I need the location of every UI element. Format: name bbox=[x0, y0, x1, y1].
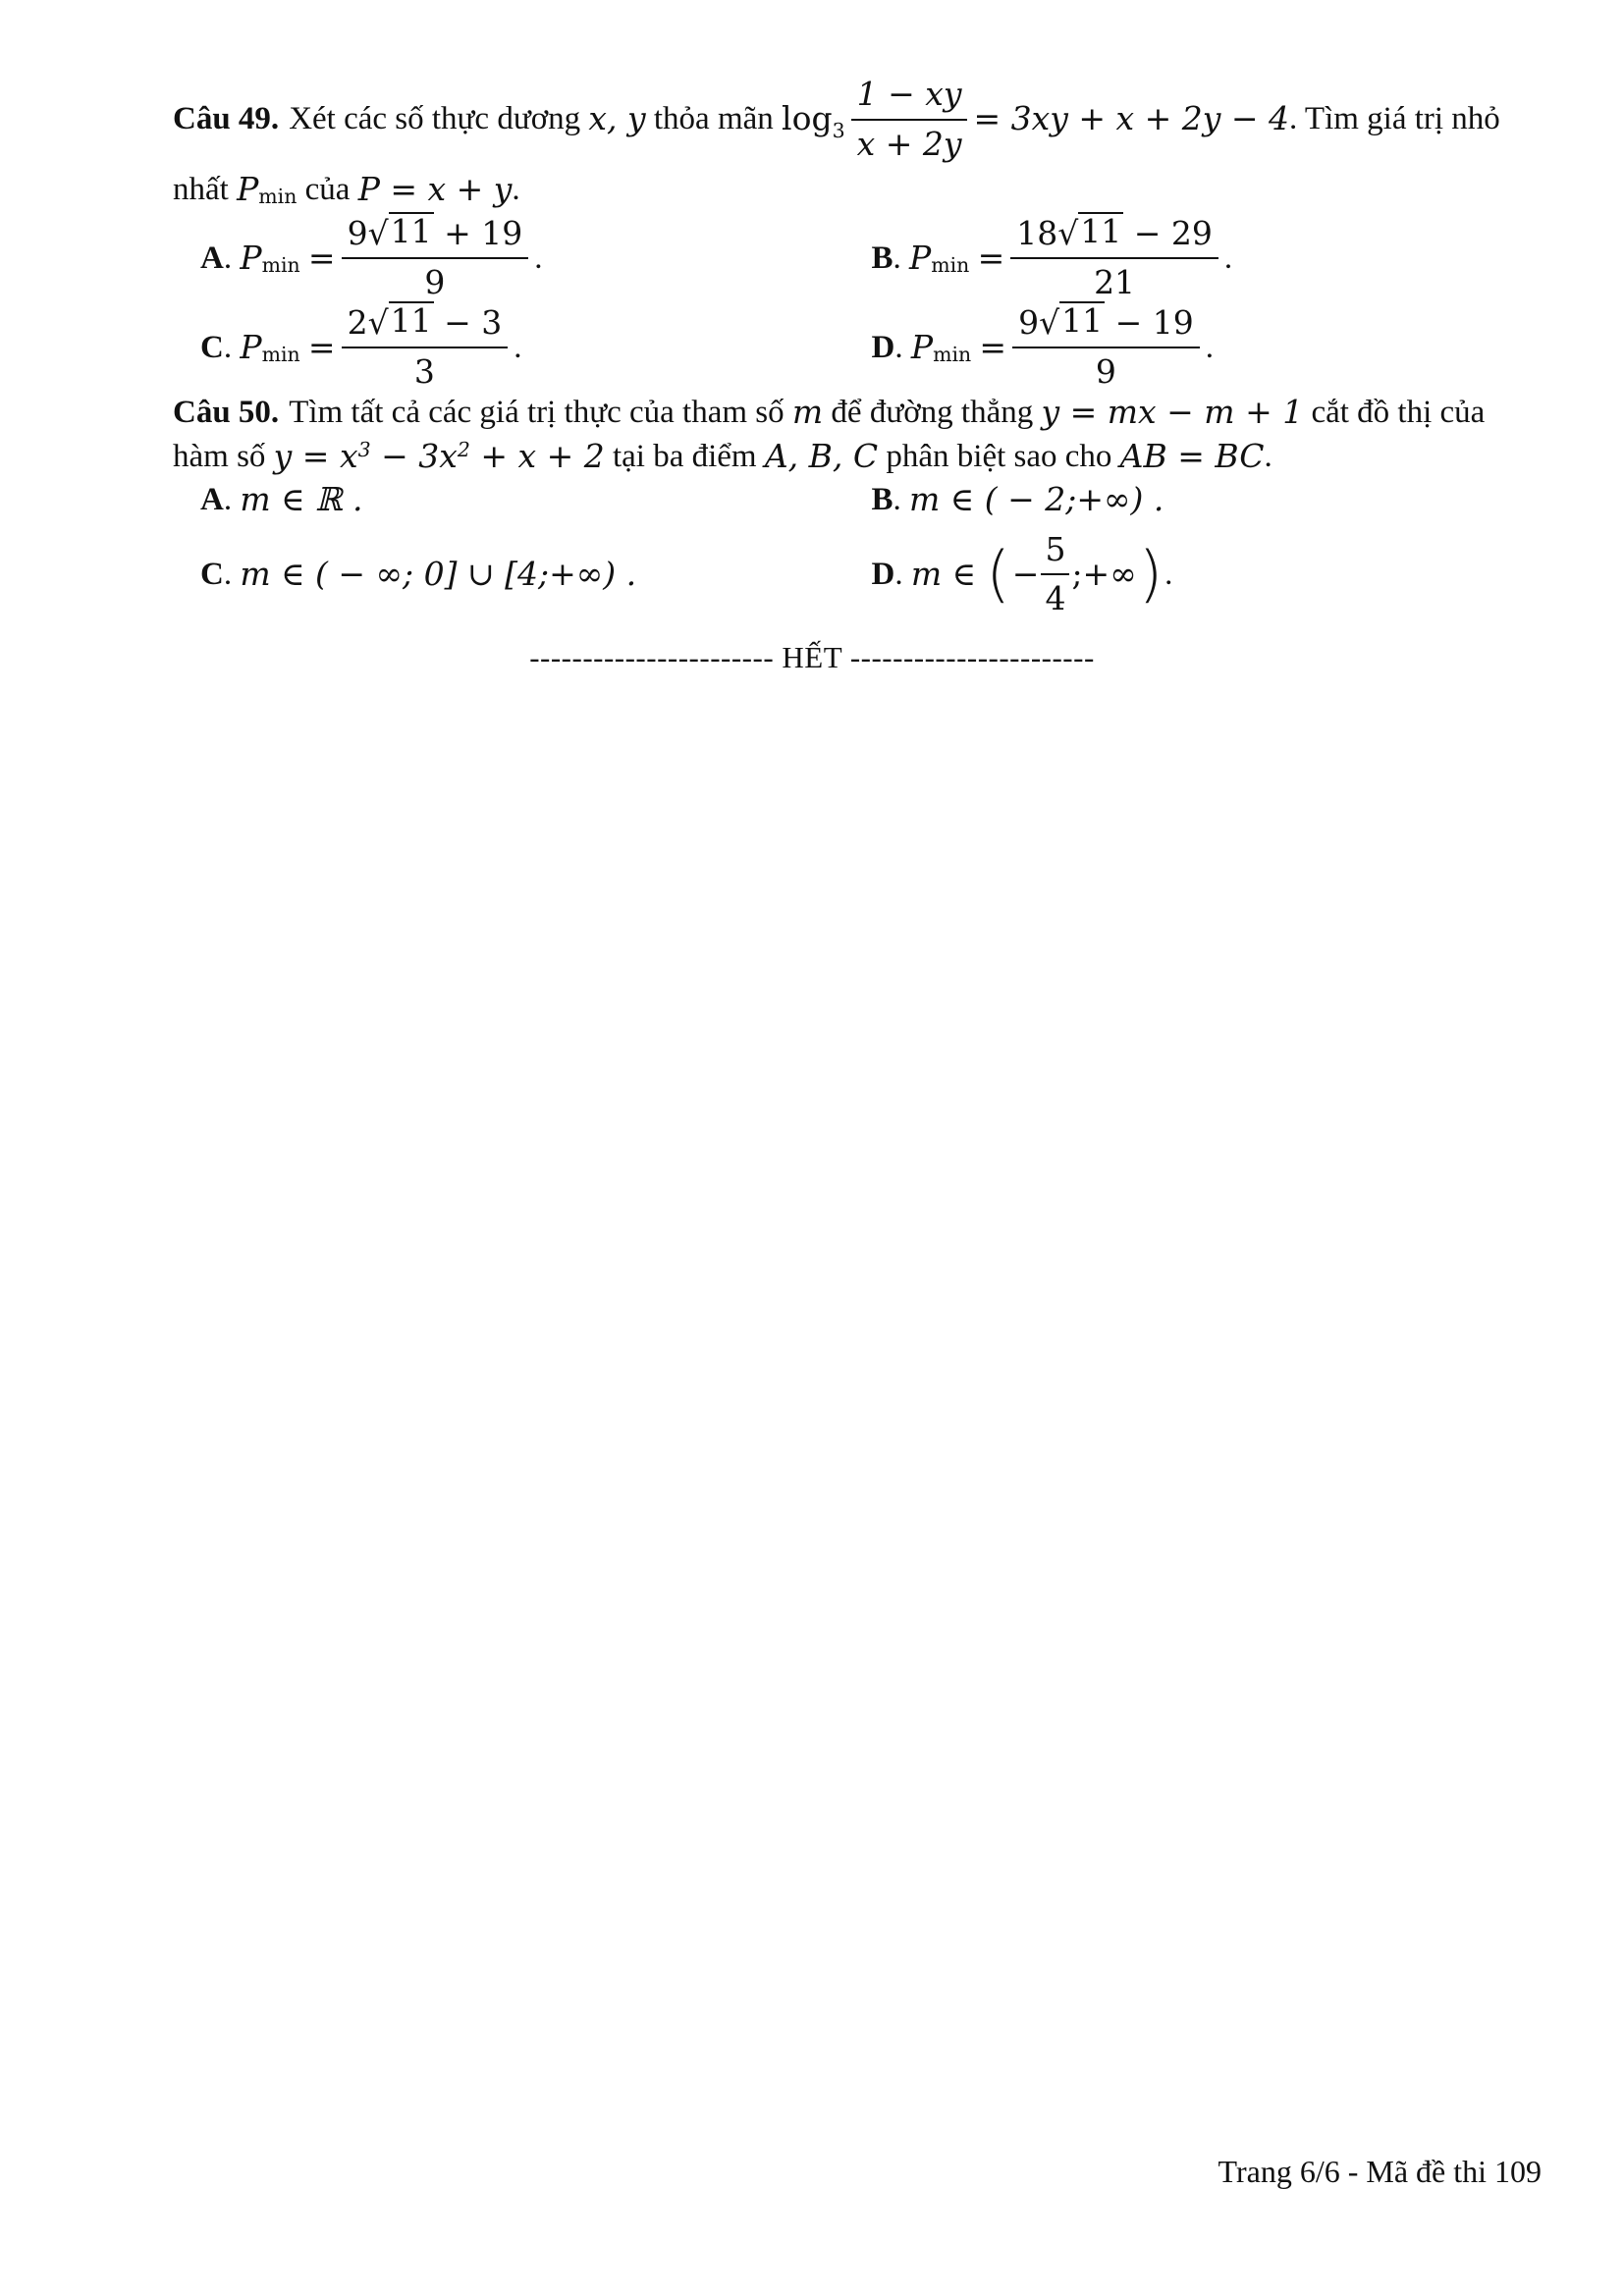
pmin-symbol: P bbox=[910, 328, 934, 366]
choice-label: C bbox=[200, 330, 224, 365]
fraction-numerator: 2√ 11 − 3 bbox=[342, 301, 509, 349]
function-equation: $y = x^3 - 3x^2 + x + 2$ bbox=[273, 436, 605, 475]
pmin-subscript: min bbox=[258, 185, 298, 209]
choice-b: B . P min = 18√ 11 − 29 21 . bbox=[872, 212, 1543, 305]
choice-label: D bbox=[871, 556, 895, 592]
choice-row bbox=[200, 478, 1543, 522]
question-text: của bbox=[304, 172, 351, 208]
choice-fraction bbox=[1010, 212, 1218, 305]
choice-text: m ∈ ( − 2;+∞) . bbox=[909, 480, 1164, 519]
question-number: Câu 49. bbox=[173, 101, 280, 137]
fraction-numerator: 9√ 11 − 19 bbox=[1012, 301, 1200, 349]
question-text: Xét các số thực dương bbox=[289, 101, 581, 137]
left-paren: ( bbox=[986, 537, 1010, 610]
question-49 bbox=[173, 73, 1543, 395]
question-text: thỏa mãn bbox=[653, 101, 774, 137]
question-text: Tìm tất cả các giá trị thực của tham số bbox=[289, 395, 785, 430]
question-49-line-2 bbox=[173, 168, 1543, 212]
choice-b: B . m ∈ ( − 2;+∞) . bbox=[872, 478, 1543, 522]
question-text: . Tìm giá trị nhỏ bbox=[1289, 101, 1500, 137]
question-text: nhất bbox=[173, 172, 229, 208]
log-base: 3 bbox=[832, 119, 845, 143]
pmin-symbol: P bbox=[240, 238, 262, 277]
choice-d: D . P min = 9√ 11 − 19 9 . bbox=[872, 301, 1543, 395]
choice-row bbox=[200, 528, 1543, 621]
question-50-line-1 bbox=[173, 391, 1543, 435]
end-marker: ----------------------- HẾT ----------------------- bbox=[529, 640, 1095, 674]
choice-label: B bbox=[871, 482, 893, 518]
equation-rhs: = 3xy + x + 2y − 4 bbox=[973, 99, 1290, 138]
fraction-denominator: 4 bbox=[1045, 579, 1066, 618]
choice-fraction bbox=[342, 212, 529, 305]
choice-fraction bbox=[1041, 528, 1069, 621]
pmin-subscript: min bbox=[261, 343, 300, 367]
log-fraction bbox=[851, 73, 968, 166]
choice-c: C . m ∈ ( − ∞; 0] ∪ [4;+∞) . bbox=[200, 553, 872, 597]
math-points: A, B, C bbox=[764, 436, 879, 475]
fraction-numerator: 18√ 11 − 29 bbox=[1010, 212, 1218, 260]
fraction-numerator: 5 bbox=[1041, 528, 1069, 576]
math-expression: P = x + y bbox=[357, 170, 513, 209]
punctuation: . bbox=[1264, 438, 1272, 474]
choice-label: B bbox=[871, 240, 893, 276]
pmin-symbol: P bbox=[237, 170, 259, 209]
choice-text: m ∈ ( − ∞; 0] ∪ [4;+∞) . bbox=[240, 554, 637, 593]
choice-label: D bbox=[871, 330, 895, 365]
page-footer: Trang 6/6 - Mã đề thi 109 bbox=[1218, 2154, 1542, 2189]
math-var: m bbox=[791, 393, 824, 431]
log-symbol: $\log_3$ bbox=[782, 99, 845, 143]
answer-choices bbox=[200, 478, 1543, 621]
pmin-subscript: min bbox=[261, 253, 300, 278]
line-equation: y = mx − m + 1 bbox=[1041, 393, 1304, 431]
choice-text: m ∈ bbox=[910, 554, 977, 593]
question-text: tại ba điểm bbox=[612, 438, 757, 474]
choice-row bbox=[200, 212, 1543, 305]
fraction-numerator: 1 − xy bbox=[851, 73, 968, 121]
fraction-denominator: 3 bbox=[413, 352, 435, 392]
pmin-subscript: min bbox=[933, 343, 972, 367]
question-50 bbox=[173, 391, 1543, 621]
question-50-line-2 bbox=[173, 435, 1543, 479]
question-number: Câu 50. bbox=[173, 395, 280, 430]
choice-fraction bbox=[342, 301, 509, 395]
pmin-subscript: min bbox=[931, 253, 970, 278]
minus-sign: − bbox=[1011, 554, 1040, 593]
choice-d: D . m ∈ ( − $\frac{5}{4}$ ;+∞ ) . bbox=[872, 528, 1543, 621]
choice-row bbox=[200, 301, 1543, 395]
choice-label: C bbox=[200, 556, 224, 592]
fraction-denominator: 21 bbox=[1094, 263, 1136, 302]
question-text: phân biệt sao cho bbox=[886, 438, 1112, 474]
question-text: cắt đồ thị của bbox=[1311, 395, 1486, 430]
pmin-symbol: P bbox=[909, 238, 932, 277]
choice-a: A . P min = 9√ 11 + 19 9 . bbox=[200, 212, 872, 305]
answer-choices bbox=[200, 212, 1543, 395]
fraction-denominator: 9 bbox=[1095, 352, 1116, 392]
choice-fraction bbox=[1012, 301, 1200, 395]
punctuation: . bbox=[1164, 556, 1173, 592]
fraction-numerator: 9√ 11 + 19 bbox=[342, 212, 529, 260]
choice-text: m ∈ ℝ . bbox=[240, 480, 363, 519]
math-condition: AB = BC bbox=[1119, 436, 1265, 475]
choice-label: A bbox=[200, 482, 224, 518]
choice-label: A bbox=[200, 240, 224, 276]
choice-a: A . m ∈ ℝ . bbox=[200, 478, 872, 522]
question-text: hàm số bbox=[173, 438, 266, 474]
question-49-line-1 bbox=[173, 73, 1543, 166]
fraction-denominator: x + 2y bbox=[856, 124, 962, 163]
interval-end: ;+∞ bbox=[1071, 554, 1137, 593]
choice-c: C . P min = 2√ 11 − 3 3 . bbox=[200, 301, 872, 395]
punctuation: . bbox=[512, 172, 520, 208]
right-paren: ) bbox=[1138, 537, 1164, 610]
fraction-denominator: 9 bbox=[424, 263, 446, 302]
question-text: để đường thẳng bbox=[831, 395, 1034, 430]
math-vars: x, y bbox=[588, 99, 646, 138]
pmin-symbol: P bbox=[240, 328, 262, 366]
